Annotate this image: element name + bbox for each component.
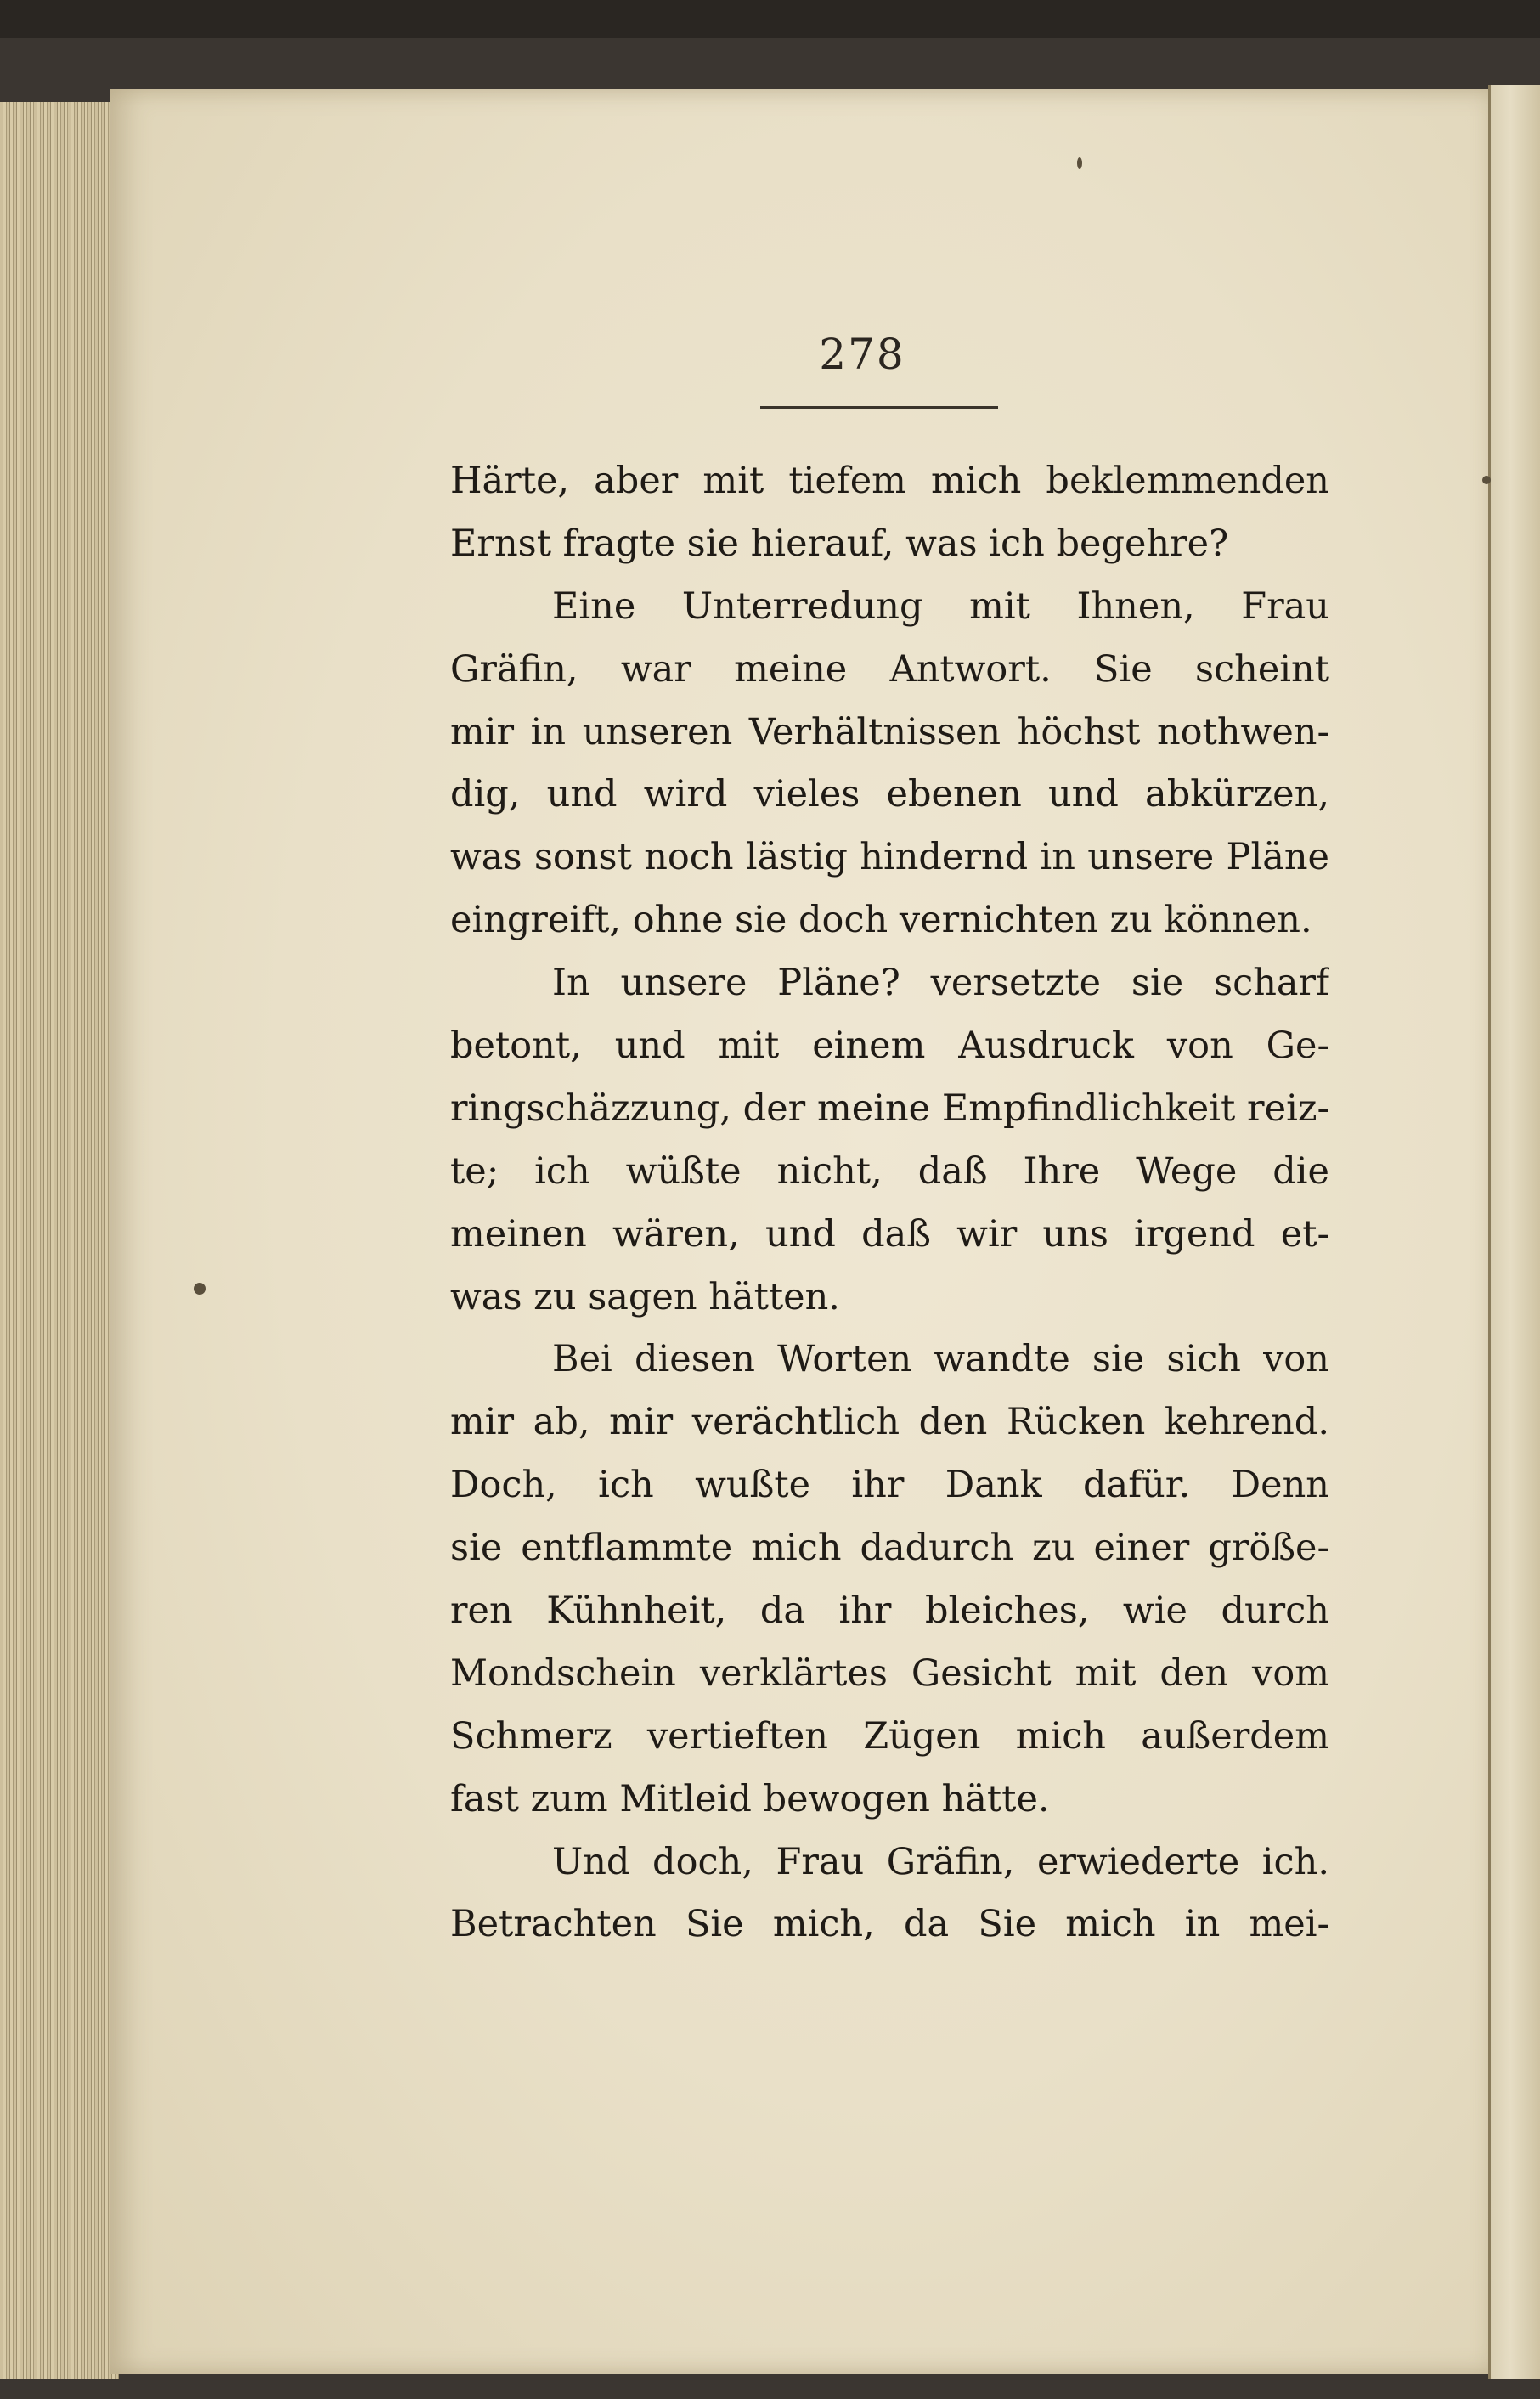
text-line: Schmerz vertieften Zügen mich außerdem	[450, 1714, 1329, 1758]
ink-spot	[194, 1283, 206, 1295]
text-line: Ernst fragte sie hierauf, was ich begehre?	[450, 522, 1229, 565]
text-line: Doch, ich wußte ihr Dank dafür. Denn	[450, 1464, 1329, 1507]
text-line: was zu sagen hätten.	[450, 1275, 840, 1318]
text-line: Eine Unterredung mit Ihnen, Frau	[552, 584, 1329, 628]
text-line: fast zum Mitleid bewogen hätte.	[450, 1777, 1050, 1820]
ink-spot	[1077, 157, 1082, 169]
text-line: mir in unseren Verhältnissen höchst nothwen-	[450, 710, 1329, 754]
text-line: Mondschein verklärtes Gesicht mit den vom	[450, 1651, 1329, 1695]
text-line: In unsere Pläne? versetzte sie scharf	[552, 962, 1329, 1005]
page-number: 278	[819, 330, 905, 379]
text-line: Und doch, Frau Gräfin, erwiederte ich.	[552, 1840, 1329, 1883]
text-line: te; ich wüßte nicht, daß Ihre Wege die	[450, 1149, 1329, 1193]
text-line: eingreift, ohne sie doch vernichten zu können.	[450, 899, 1312, 942]
text-line: ringschäzzung, der meine Empfindlichkeit reiz-	[450, 1087, 1329, 1130]
text-line: ren Kühnheit, da ihr bleiches, wie durch	[450, 1589, 1329, 1633]
ink-spot	[1482, 476, 1491, 484]
text-line: Härte, aber mit tiefem mich beklemmenden	[450, 460, 1329, 502]
page-edges-stack	[0, 102, 119, 2379]
body-text	[450, 450, 1329, 1956]
facing-page-edge	[1491, 85, 1540, 2379]
text-line: sie entflammte mich dadurch zu einer größe-	[450, 1527, 1329, 1570]
text-line: Betrachten Sie mich, da Sie mich in mei-	[450, 1903, 1329, 1946]
header-rule	[760, 406, 998, 409]
text-line: Gräfin, war meine Antwort. Sie scheint	[450, 647, 1329, 691]
text-line: mir ab, mir verächtlich den Rücken kehrend.	[450, 1401, 1329, 1444]
text-line: betont, und mit einem Ausdruck von Ge-	[450, 1025, 1329, 1068]
text-line: was sonst noch lästig hindernd in unsere Pläne	[450, 836, 1329, 879]
text-line: Bei diesen Worten wandte sie sich von	[552, 1338, 1329, 1381]
text-line: dig, und wird vieles ebenen und abkürzen,	[450, 773, 1329, 816]
text-line: meinen wären, und daß wir uns irgend et-	[450, 1212, 1329, 1256]
